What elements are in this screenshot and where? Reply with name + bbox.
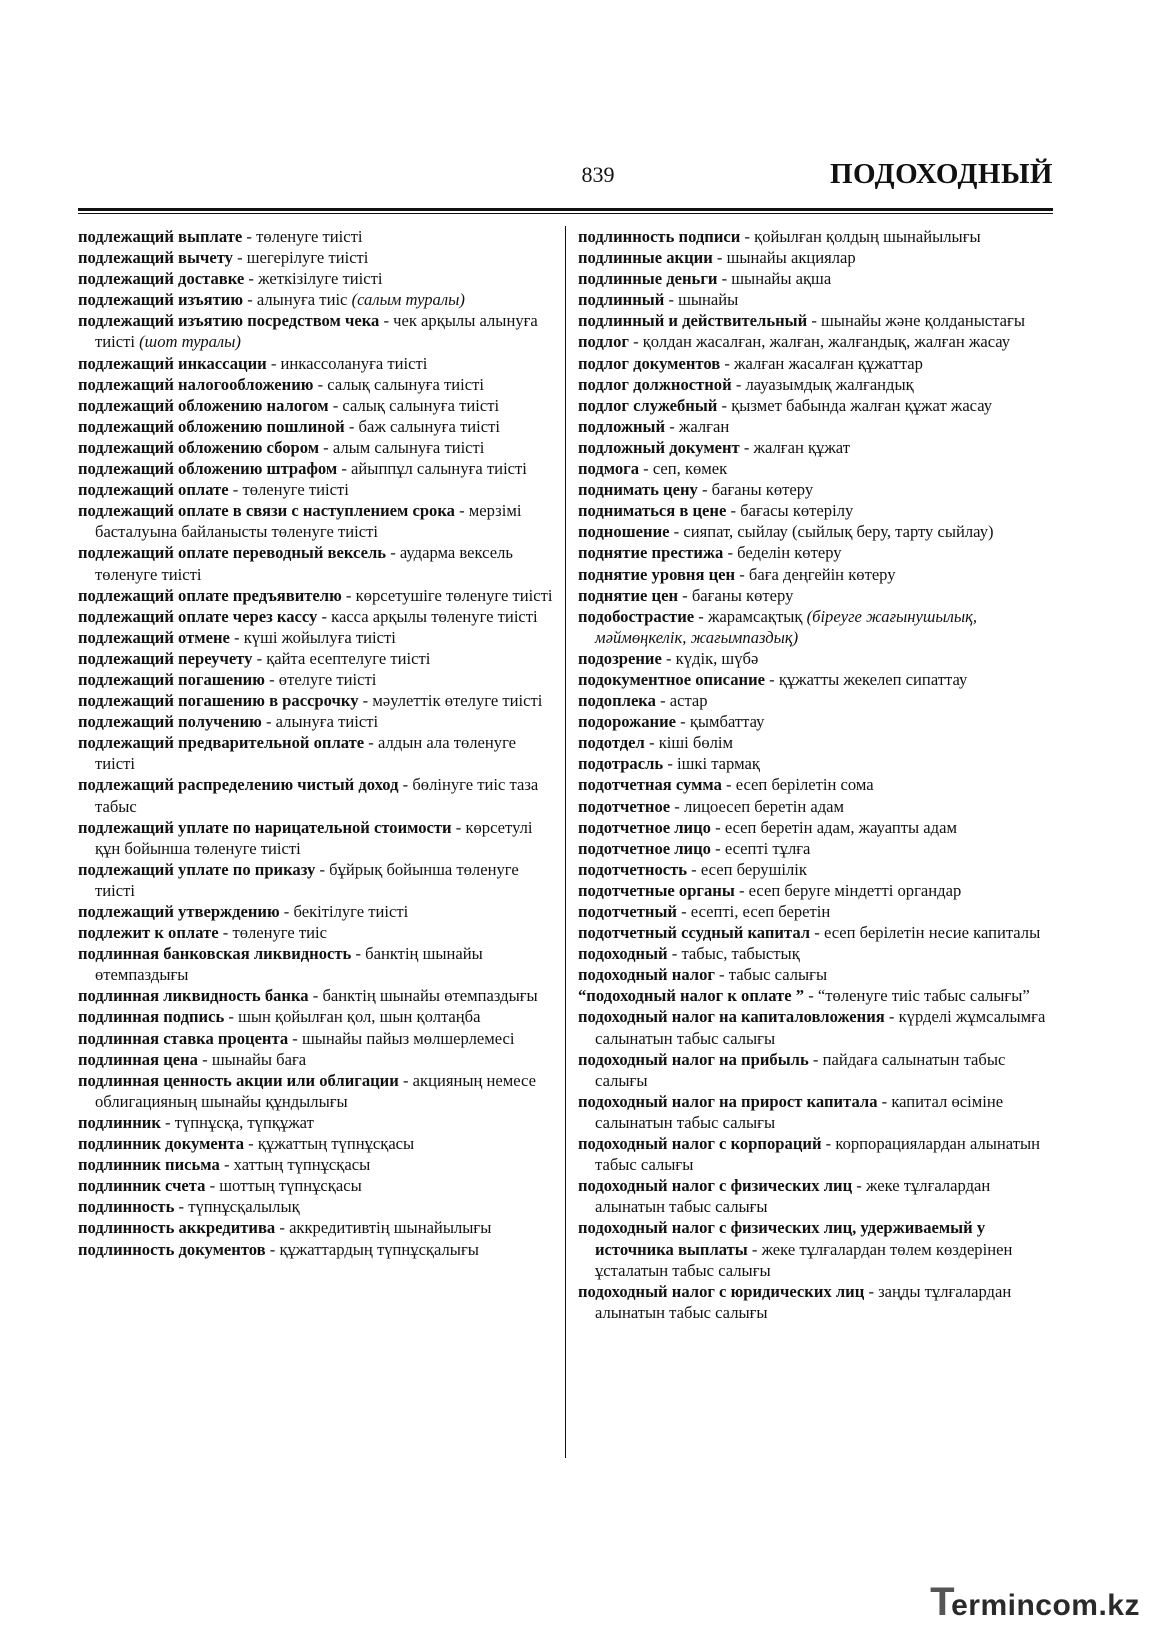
- entry-definition: акцияның немесе облигацияның шынайы құндылығы: [95, 1070, 536, 1111]
- dictionary-entry: подлинник счета - шоттың түпнұсқасы: [78, 1176, 362, 1196]
- dictionary-entry: подлежащий оплате в связи с наступлением срока - мерзімі басталуына байланысты төленуге тиісті: [78, 501, 522, 542]
- entry-term: подлежащий обложению пошлиной: [78, 416, 345, 436]
- entry-term: подлежащий обложению налогом: [78, 395, 329, 415]
- entry-definition: күдік, шүбә: [675, 648, 759, 668]
- entry-definition: құжатты жекелеп сипаттау: [778, 669, 968, 689]
- page-header: [78, 150, 1053, 212]
- entry-definition: бағаны көтеру: [711, 480, 814, 500]
- entry-definition: есепті, есеп беретін: [690, 902, 831, 921]
- dictionary-entry: подлежащий погашению - өтелуге тиісті: [78, 669, 377, 689]
- entry-definition: инкассолануға тиісті: [280, 353, 428, 373]
- entry-definition: шынайы: [678, 290, 739, 310]
- dictionary-entry: подлежащий выплате - төленуге тиісті: [78, 227, 363, 246]
- entry-term: подлинные деньги: [578, 269, 718, 289]
- dictionary-entry: подокументное описание - құжатты жекелеп сипаттау: [578, 669, 968, 689]
- entry-term: подлежащий погашению: [78, 669, 265, 689]
- entry-term: подоходный налог с юридических лиц: [578, 1281, 865, 1301]
- entry-definition: қызмет бабында жалған құжат жасау: [731, 395, 993, 415]
- entry-definition: есеп беруге міндетті органдар: [748, 880, 962, 900]
- entry-definition: чек арқылы алынуға тиісті: [95, 311, 538, 352]
- entry-definition: қойылған қолдың шынайылығы: [754, 227, 981, 246]
- dictionary-entry: подоходный - табыс, табыстық: [578, 944, 800, 964]
- dictionary-entry: подлежащий изъятию посредством чека - чек арқылы алынуға тиісті (шот туралы): [78, 311, 538, 352]
- dictionary-entry: подотчетное лицо - есепті тұлға: [578, 838, 811, 858]
- entry-definition: “төленуге тиіс табыс салығы”: [817, 986, 1030, 1006]
- entry-definition: сеп, көмек: [652, 459, 728, 479]
- dictionary-entry: подлинность документов - құжаттардың түпнұсқалығы: [78, 1239, 479, 1259]
- dictionary-entry: подоходный налог на прирост капитала - капитал өсіміне салынатын табыс салығы: [578, 1091, 1004, 1132]
- entry-term: подлинник документа: [78, 1134, 245, 1154]
- dictionary-entry: подлинник документа - құжаттың түпнұсқасы: [78, 1134, 415, 1154]
- entry-definition: күші жойылуға тиісті: [243, 627, 396, 647]
- entry-term: подозрение: [578, 648, 662, 668]
- dictionary-entry: подобострастие - жарамсақтық (біреуге жағынушылық, мәймөңкелік, жағымпаздық): [578, 606, 978, 647]
- entry-term: подлежащий оплате переводный вексель: [78, 543, 387, 563]
- entry-definition: салық салынуға тиісті: [342, 395, 500, 415]
- page-number: 839: [581, 162, 615, 187]
- entry-definition: капитал өсіміне салынатын табыс салығы: [595, 1091, 1004, 1132]
- entry-term: подлежащий предварительной оплате: [78, 733, 365, 753]
- entry-definition: қайта есептелуге тиісті: [266, 648, 431, 668]
- entry-term: подотрасль: [578, 754, 664, 774]
- entry-note: (біреуге жағынушылық, мәймөңкелік, жағымпаздық): [595, 606, 978, 647]
- dictionary-entry: подлежащий оплате - төленуге тиісті: [78, 480, 349, 500]
- entry-term: подлежащий вычету: [78, 248, 233, 268]
- entry-term: подлежащий обложению сбором: [78, 437, 320, 457]
- entry-term: подлинная банковская ликвидность: [78, 944, 352, 964]
- entry-definition: табыс салығы: [728, 965, 828, 985]
- entry-definition: астар: [669, 691, 708, 711]
- entry-term: подлинная ставка процента: [78, 1028, 289, 1048]
- dictionary-entry: подлежащий изъятию - алынуға тиіс (салым туралы): [78, 290, 465, 310]
- column-divider: [565, 226, 566, 1458]
- entry-term: подоходный: [578, 944, 668, 964]
- dictionary-entry: подотрасль - ішкі тармақ: [578, 754, 760, 774]
- dictionary-entry: подлинные акции - шынайы акциялар: [578, 248, 856, 268]
- entry-definition: шынайы баға: [211, 1049, 307, 1069]
- entry-term: подоходный налог с физических лиц, удерживаемый у источника выплаты: [578, 1218, 986, 1259]
- entry-definition: алым салынуға тиісті: [332, 437, 485, 457]
- entry-definition: есеп беретін адам, жауапты адам: [724, 817, 957, 837]
- entry-term: подлежащий распределению чистый доход: [78, 775, 399, 795]
- dictionary-entry: подлинная ценность акции или облигации - акцияның немесе облигацияның шынайы құндылығы: [78, 1070, 536, 1111]
- entry-term: подоходный налог на прибыль: [578, 1049, 809, 1069]
- entry-term: поднятие престижа: [578, 543, 724, 563]
- entry-term: подлинник счета: [78, 1176, 206, 1196]
- entry-term: подлинность: [78, 1197, 175, 1217]
- entry-definition: беделін көтеру: [737, 543, 842, 563]
- dictionary-entry: подоходный налог с юридических лиц - заңды тұлғалардан алынатын табыс салығы: [578, 1281, 1012, 1322]
- entry-term: подлинник письма: [78, 1155, 220, 1175]
- dictionary-entry: подниматься в цене - бағасы көтерілу: [578, 501, 854, 521]
- entry-definition: жеке тұлғалардан төлем көздерінен ұсталатын табыс салығы: [595, 1239, 1013, 1280]
- dictionary-entry: подлог документов - жалған жасалған құжаттар: [578, 353, 923, 373]
- dictionary-entry: подлинная ликвидность банка - банктің шынайы өтемпаздығы: [78, 986, 538, 1006]
- entry-definition: төленуге тиіс: [232, 923, 328, 943]
- entry-definition: құжаттың түпнұсқасы: [257, 1134, 415, 1154]
- entry-definition: шынайы акциялар: [726, 248, 856, 268]
- dictionary-entry: подоходный налог с корпораций - корпорациялардан алынатын табыс салығы: [578, 1134, 1040, 1175]
- entry-term: подлежащий обложению штрафом: [78, 459, 338, 479]
- entry-term: поднятие цен: [578, 585, 679, 605]
- entry-definition: сияпат, сыйлау (сыйлық беру, тарту сыйлау): [683, 522, 994, 542]
- dictionary-entry: подлинная цена - шынайы баға: [78, 1049, 307, 1069]
- header-rule-thick: [78, 208, 1053, 211]
- entry-definition: бекітілуге тиісті: [293, 902, 409, 921]
- dictionary-entry: подлежащий инкассации - инкассолануға тиісті: [78, 353, 428, 373]
- entry-definition: хаттың түпнұсқасы: [233, 1155, 371, 1175]
- dictionary-entry: подлежащий обложению пошлиной - баж салынуға тиісті: [78, 416, 500, 436]
- entry-term: подотчетность: [578, 859, 688, 879]
- entry-definition: шегерілуге тиісті: [246, 248, 369, 268]
- dictionary-entry: подлежащий обложению налогом - салық салынуға тиісті: [78, 395, 500, 415]
- dictionary-entry: подлежащий доставке - жеткізілуге тиісті: [78, 269, 383, 289]
- dictionary-entry: подлежащий отмене - күші жойылуға тиісті: [78, 627, 396, 647]
- entry-term: подоходный налог с физических лиц: [578, 1176, 853, 1196]
- dictionary-entry: подлинность - түпнұсқалылық: [78, 1197, 300, 1217]
- entry-definition: лицоесеп беретін адам: [683, 796, 845, 816]
- entry-definition: пайдаға салынатын табыс салығы: [595, 1049, 1006, 1090]
- dictionary-entry: подоходный налог - табыс салығы: [578, 965, 828, 985]
- entry-definition: есеп берушілік: [700, 859, 807, 879]
- dictionary-entry: подлинник - түпнұсқа, түпқұжат: [78, 1112, 314, 1132]
- entry-definition: жеткізілуге тиісті: [258, 269, 383, 289]
- watermark-t-icon: T: [930, 1580, 956, 1624]
- entry-definition: баж салынуға тиісті: [358, 416, 500, 436]
- dictionary-entry: “подоходный налог к оплате ” - “төленуге тиіс табыс салығы”: [578, 986, 1030, 1006]
- entry-term: подотчетная сумма: [578, 775, 722, 795]
- entry-term: подоходный налог на капиталовложения: [578, 1007, 885, 1027]
- dictionary-entry: подлинник письма - хаттың түпнұсқасы: [78, 1155, 371, 1175]
- entry-term: подлежащий инкассации: [78, 353, 267, 373]
- entry-term: “подоходный налог к оплате ”: [578, 986, 805, 1006]
- watermark-text: ermincom.kz: [951, 1589, 1140, 1622]
- entry-definition: кіші бөлім: [658, 733, 734, 753]
- entry-term: подниматься в цене: [578, 501, 727, 521]
- entry-term: подлог должностной: [578, 374, 732, 394]
- entry-term: подотчетный: [578, 902, 677, 921]
- entry-definition: жалған жасалған құжаттар: [734, 353, 923, 373]
- entry-definition: аударма вексель төленуге тиісті: [95, 543, 513, 584]
- dictionary-entry: подмога - сеп, көмек: [578, 459, 728, 479]
- entry-definition: күрделі жұмсалымға салынатын табыс салығы: [595, 1007, 1046, 1048]
- dictionary-entry: подлежащий погашению в рассрочку - мәулеттік өтелуге тиісті: [78, 691, 543, 711]
- entry-definition: бағасы көтерілу: [740, 501, 854, 521]
- entry-definition: есеп берілетін сома: [735, 775, 874, 795]
- dictionary-entry: подоходный налог на капиталовложения - күрделі жұмсалымға салынатын табыс салығы: [578, 1007, 1046, 1048]
- entry-definition: шын қойылған қол, шын қолтаңба: [238, 1007, 481, 1027]
- dictionary-entry: подлинная подпись - шын қойылған қол, шын қолтаңба: [78, 1007, 481, 1027]
- dictionary-entry: поднятие цен - бағаны көтеру: [578, 585, 794, 605]
- entry-definition: қолдан жасалған, жалған, жалғандық, жалған жасау: [642, 332, 1011, 352]
- header-rule-thin: [78, 213, 1053, 214]
- dictionary-entry: подлежащий оплате через кассу - касса арқылы төленуге тиісті: [78, 606, 538, 626]
- entry-definition: банктің шынайы өтемпаздығы: [95, 944, 483, 985]
- dictionary-entry: подлинность аккредитива - аккредитивтің шынайылығы: [78, 1218, 492, 1238]
- entry-definition: көрсетулі құн бойынша төленуге тиісті: [95, 817, 533, 858]
- entry-term: подлинная цена: [78, 1049, 198, 1069]
- dictionary-entry: подлежащий налогообложению - салық салынуға тиісті: [78, 374, 484, 394]
- entry-term: подлежащий доставке: [78, 269, 245, 289]
- entry-term: подлинность подписи: [578, 227, 741, 246]
- entry-term: подложный: [578, 416, 666, 436]
- entry-term: подлежащий погашению в рассрочку: [78, 691, 359, 711]
- entry-term: подлежащий получению: [78, 712, 262, 732]
- dictionary-entry: подлежащий обложению сбором - алым салынуға тиісті: [78, 437, 485, 457]
- entry-definition: айыппұл салынуға тиісті: [351, 459, 527, 479]
- entry-definition: мәулеттік өтелуге тиісті: [372, 691, 543, 711]
- dictionary-entry: подлежащий оплате переводный вексель - аударма вексель төленуге тиісті: [78, 543, 513, 584]
- dictionary-entry: подлог служебный - қызмет бабында жалған құжат жасау: [578, 395, 993, 415]
- left-column: [78, 226, 558, 1260]
- entry-term: подлежащий оплате: [78, 480, 229, 500]
- dictionary-entry: поднятие уровня цен - баға деңгейін көтеру: [578, 564, 896, 584]
- entry-definition: өтелуге тиісті: [278, 669, 377, 689]
- entry-term: подлежащий отмене: [78, 627, 230, 647]
- dictionary-entry: подотчетное - лицоесеп беретін адам: [578, 796, 845, 816]
- entry-definition: бағаны көтеру: [691, 585, 794, 605]
- entry-definition: табыс, табыстық: [681, 944, 800, 964]
- entry-term: подлог: [578, 332, 629, 352]
- right-column: [578, 226, 1058, 1323]
- entry-definition: көрсетушіге төленуге тиісті: [355, 585, 553, 605]
- entry-term: подлинность документов: [78, 1239, 266, 1259]
- entry-term: подлинная подпись: [78, 1007, 225, 1027]
- entry-term: подношение: [578, 522, 670, 542]
- entry-term: подлежащий изъятию: [78, 290, 244, 310]
- dictionary-entry: подотчетное лицо - есеп беретін адам, жауапты адам: [578, 817, 957, 837]
- dictionary-entry: подлежащий утверждению - бекітілуге тиісті: [78, 902, 409, 921]
- dictionary-entry: подотчетные органы - есеп беруге міндетті органдар: [578, 880, 962, 900]
- dictionary-entry: подлежащий оплате предъявителю - көрсетушіге төленуге тиісті: [78, 585, 553, 605]
- entry-definition: есеп берілетін несие капиталы: [823, 923, 1041, 943]
- entry-term: подотчетное лицо: [578, 838, 711, 858]
- entry-term: подмога: [578, 459, 639, 479]
- entry-definition: түпнұсқалылық: [188, 1197, 300, 1217]
- entry-definition: бұйрық бойынша төленуге тиісті: [95, 859, 519, 900]
- entry-term: подлог документов: [578, 353, 721, 373]
- dictionary-entry: подлинная ставка процента - шынайы пайыз мөлшерлемесі: [78, 1028, 515, 1048]
- entry-definition: шынайы және қолданыстағы: [821, 311, 1025, 331]
- entry-term: поднимать цену: [578, 480, 698, 500]
- running-head: ПОДОХОДНЫЙ: [829, 158, 1053, 190]
- entry-definition: заңды тұлғалардан алынатын табыс салығы: [595, 1281, 1012, 1322]
- entry-definition: жеке тұлғалардан алынатын табыс салығы: [595, 1176, 991, 1217]
- dictionary-entry: подложный - жалған: [578, 416, 730, 436]
- dictionary-entry: подлежащий уплате по нарицательной стоимости - көрсетулі құн бойынша төленуге тиісті: [78, 817, 533, 858]
- entry-term: подлежащий изъятию посредством чека: [78, 311, 380, 331]
- entry-term: подлог служебный: [578, 395, 718, 415]
- entry-definition: корпорациялардан алынатын табыс салығы: [595, 1134, 1040, 1175]
- entry-definition: есепті тұлға: [724, 838, 811, 858]
- entry-definition: банктің шынайы өтемпаздығы: [322, 986, 538, 1006]
- entry-term: подлежащий налогообложению: [78, 374, 314, 394]
- entry-term: подлежащий оплате предъявителю: [78, 585, 342, 605]
- dictionary-entry: подоходный налог с физических лиц, удерживаемый у источника выплаты - жеке тұлғалардан төлем көздерінен ұсталатын табыс салығы: [578, 1218, 1013, 1280]
- entry-definition: бөлінуге тиіс таза табыс: [95, 775, 539, 816]
- entry-note: (шот туралы): [139, 332, 241, 352]
- entry-term: подотчетное: [578, 796, 671, 816]
- entry-term: подорожание: [578, 712, 676, 732]
- entry-term: подотчетный ссудный капитал: [578, 923, 811, 943]
- entry-term: подлежащий оплате в связи с наступлением срока: [78, 501, 455, 521]
- entry-definition: құжаттардың түпнұсқалығы: [279, 1239, 479, 1259]
- entry-term: подлежащий выплате: [78, 227, 243, 246]
- entry-definition: мерзімі басталуына байланысты төленуге тиісті: [95, 501, 522, 542]
- entry-term: подоходный налог на прирост капитала: [578, 1091, 878, 1111]
- entry-term: подложный документ: [578, 437, 740, 457]
- entry-definition: жарамсақтық: [707, 606, 803, 626]
- entry-note: (салым туралы): [351, 290, 465, 310]
- dictionary-entry: подотчетный ссудный капитал - есеп берілетін несие капиталы: [578, 923, 1041, 943]
- entry-definition: жалған: [678, 416, 730, 436]
- entry-term: подлежащий уплате по приказу: [78, 859, 316, 879]
- dictionary-entry: подлинный - шынайы: [578, 290, 739, 310]
- dictionary-entry: подлежащий переучету - қайта есептелуге тиісті: [78, 648, 431, 668]
- entry-term: подлинник: [78, 1112, 161, 1132]
- entry-definition: шынайы пайыз мөлшерлемесі: [301, 1028, 515, 1048]
- entry-term: подотчетные органы: [578, 880, 735, 900]
- dictionary-entry: подлежащий обложению штрафом - айыппұл салынуға тиісті: [78, 459, 527, 479]
- dictionary-entry: подложный документ - жалған құжат: [578, 437, 850, 457]
- entry-definition: шоттың түпнұсқасы: [219, 1176, 362, 1196]
- entry-definition: салық салынуға тиісті: [327, 374, 484, 394]
- entry-term: подлежащий оплате через кассу: [78, 606, 318, 626]
- entry-definition: алдын ала төленуге тиісті: [95, 733, 517, 774]
- entry-definition: жалған құжат: [753, 437, 850, 457]
- entry-term: подоходный налог с корпораций: [578, 1134, 822, 1154]
- dictionary-entry: подлежащий предварительной оплате - алдын ала төленуге тиісті: [78, 733, 517, 774]
- dictionary-entry: поднятие престижа - беделін көтеру: [578, 543, 842, 563]
- entry-term: подлинные акции: [578, 248, 713, 268]
- entry-term: подлежащий уплате по нарицательной стоимости: [78, 817, 452, 837]
- dictionary-entry: подлинные деньги - шынайы ақша: [578, 269, 832, 289]
- dictionary-entry: подлежащий распределению чистый доход - бөлінуге тиіс таза табыс: [78, 775, 539, 816]
- watermark-logo: [930, 1580, 1140, 1625]
- entry-term: подлежит к оплате: [78, 923, 219, 943]
- dictionary-entry: подлинная банковская ликвидность - банктің шынайы өтемпаздығы: [78, 944, 483, 985]
- dictionary-entry: подотчетный - есепті, есеп беретін: [578, 902, 831, 921]
- entry-term: подобострастие: [578, 606, 695, 626]
- dictionary-entry: подлежащий вычету - шегерілуге тиісті: [78, 248, 369, 268]
- entry-term: подлинная ценность акции или облигации: [78, 1070, 399, 1090]
- entry-term: подлинный и действительный: [578, 311, 808, 331]
- dictionary-entry: подозрение - күдік, шүбә: [578, 648, 759, 668]
- entry-term: подотчетное лицо: [578, 817, 711, 837]
- entry-definition: төленуге тиісті: [242, 480, 349, 500]
- dictionary-entry: подоходный налог на прибыль - пайдаға салынатын табыс салығы: [578, 1049, 1006, 1090]
- entry-term: подокументное описание: [578, 669, 765, 689]
- dictionary-entry: подлинный и действительный - шынайы және қолданыстағы: [578, 311, 1025, 331]
- dictionary-entry: подлинность подписи - қойылған қолдың шынайылығы: [578, 227, 981, 246]
- entry-definition: алынуға тиісті: [275, 712, 379, 732]
- entry-definition: алынуға тиіс: [256, 290, 348, 310]
- entry-term: подоплека: [578, 691, 656, 711]
- entry-term: подлинная ликвидность банка: [78, 986, 309, 1006]
- dictionary-entry: подлежит к оплате - төленуге тиіс: [78, 923, 328, 943]
- entry-term: подлинный: [578, 290, 665, 310]
- entry-definition: қымбаттау: [689, 712, 765, 732]
- dictionary-entry: подлог - қолдан жасалған, жалған, жалғандық, жалған жасау: [578, 332, 1011, 352]
- entry-definition: түпнұсқа, түпқұжат: [174, 1112, 314, 1132]
- dictionary-entry: подношение - сияпат, сыйлау (сыйлық беру, тарту сыйлау): [578, 522, 994, 542]
- dictionary-entry: подотчетность - есеп берушілік: [578, 859, 807, 879]
- entry-term: поднятие уровня цен: [578, 564, 736, 584]
- dictionary-entry: подотчетная сумма - есеп берілетін сома: [578, 775, 874, 795]
- entry-term: подлинность аккредитива: [78, 1218, 276, 1238]
- dictionary-entry: подоплека - астар: [578, 691, 708, 711]
- dictionary-entry: подоходный налог с физических лиц - жеке тұлғалардан алынатын табыс салығы: [578, 1176, 991, 1217]
- entry-definition: шынайы ақша: [731, 269, 832, 289]
- dictionary-entry: подорожание - қымбаттау: [578, 712, 765, 732]
- entry-definition: касса арқылы төленуге тиісті: [331, 606, 538, 626]
- entry-term: подотдел: [578, 733, 645, 753]
- dictionary-entry: подлежащий получению - алынуға тиісті: [78, 712, 379, 732]
- entry-term: подлежащий утверждению: [78, 902, 280, 921]
- entry-term: подоходный налог: [578, 965, 715, 985]
- entry-definition: төленуге тиісті: [256, 227, 363, 246]
- entry-term: подлежащий переучету: [78, 648, 253, 668]
- dictionary-entry: поднимать цену - бағаны көтеру: [578, 480, 814, 500]
- entry-definition: ішкі тармақ: [677, 754, 760, 774]
- dictionary-entry: подотдел - кіші бөлім: [578, 733, 734, 753]
- entry-definition: лауазымдық жалғандық: [745, 374, 914, 394]
- entry-definition: аккредитивтің шынайылығы: [289, 1218, 492, 1238]
- dictionary-entry: подлог должностной - лауазымдық жалғандық: [578, 374, 914, 394]
- entry-definition: баға деңгейін көтеру: [748, 564, 896, 584]
- dictionary-entry: подлежащий уплате по приказу - бұйрық бойынша төленуге тиісті: [78, 859, 519, 900]
